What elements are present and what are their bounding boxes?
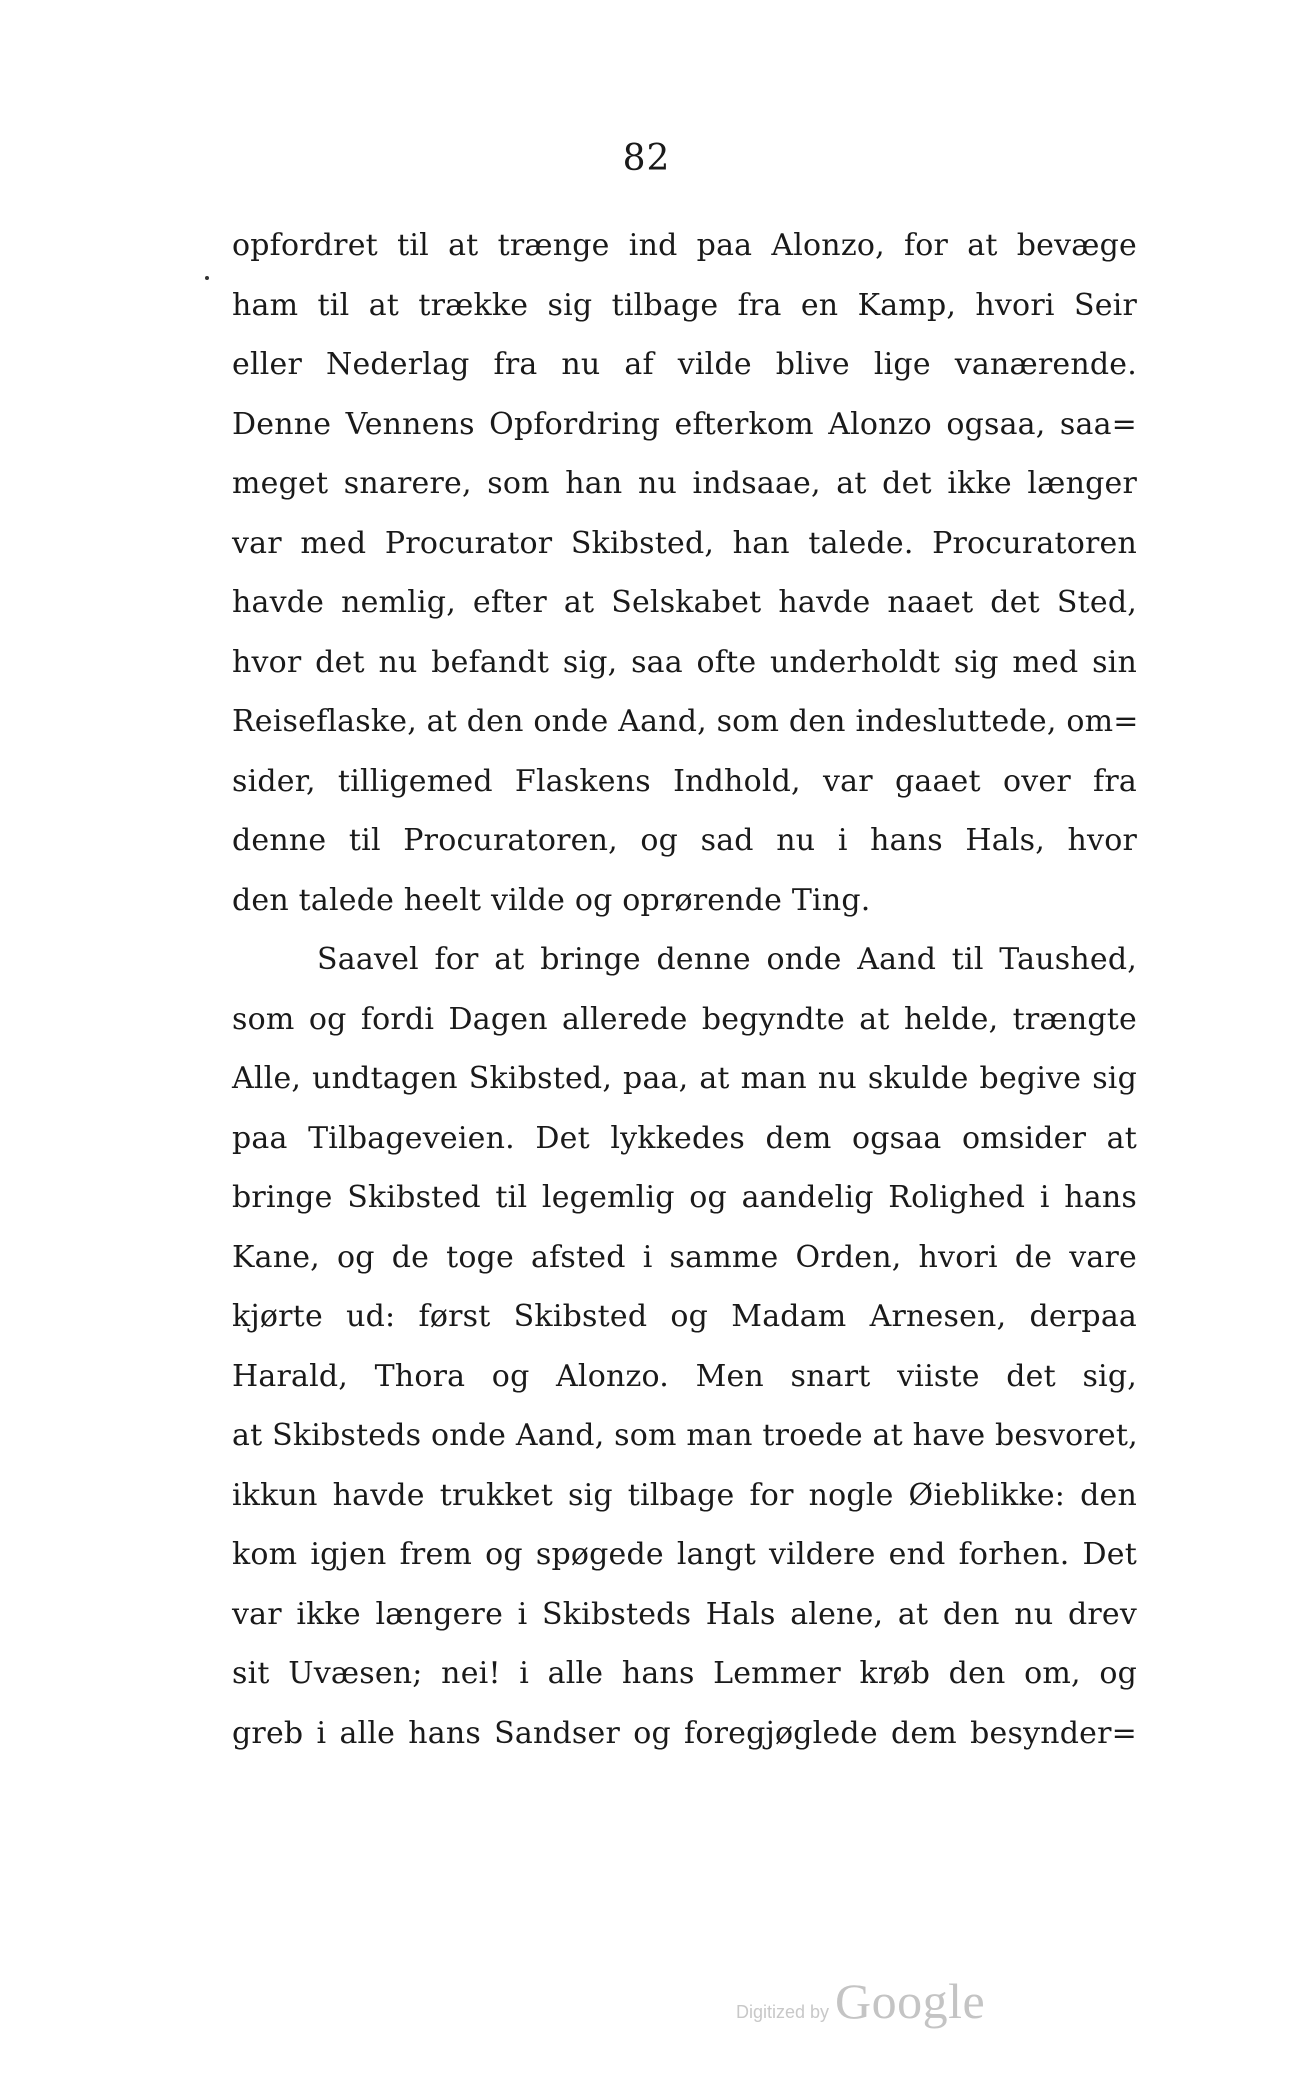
text-line: ikkun havde trukket sig tilbage for nogle Øieblikke: den xyxy=(232,1477,1137,1513)
text-line: Reiseflaske, at den onde Aand, som den indesluttede, om= xyxy=(232,704,1139,739)
text-line: havde nemlig, efter at Selskabet havde naaet det Sted, xyxy=(232,585,1137,620)
text-line: Alle, undtagen Skibsted, paa, at man nu skulde begive sig xyxy=(232,1061,1137,1096)
text-line: den talede heelt vilde og oprørende Ting. xyxy=(232,882,871,918)
text-line: var ikke længere i Skibsteds Hals alene, at den nu drev xyxy=(232,1596,1137,1632)
text-line: Denne Vennens Opfordring efterkom Alonzo ogsaa, saa= xyxy=(232,406,1137,442)
text-line: sit Uvæsen; nei! i alle hans Lemmer krøb den om, og xyxy=(232,1656,1137,1691)
text-line: bringe Skibsted til legemlig og aandelig Rolighed i hans xyxy=(232,1180,1137,1215)
google-logo: Google xyxy=(835,1973,986,2029)
text-line: paa Tilbageveien. Det lykkedes dem ogsaa omsider at xyxy=(232,1120,1137,1156)
text-line: ham til at trække sig tilbage fra en Kamp, hvori Seir xyxy=(232,287,1137,323)
text-line: var med Procurator Skibsted, han talede. Procuratoren xyxy=(232,525,1137,561)
text-line: kom igjen frem og spøgede langt vildere end forhen. Det xyxy=(232,1537,1137,1572)
page-number: 82 xyxy=(622,138,671,179)
text-line: kjørte ud: først Skibsted og Madam Arnesen, derpaa xyxy=(232,1299,1137,1334)
print-speck xyxy=(205,276,209,280)
text-line: Harald, Thora og Alonzo. Men snart viiste det sig, xyxy=(232,1358,1137,1394)
text-line: meget snarere, som han nu indsaae, at det ikke længer xyxy=(232,466,1137,501)
text-line: eller Nederlag fra nu af vilde blive lige vanærende. xyxy=(232,347,1137,382)
text-line: som og fordi Dagen allerede begyndte at helde, trængte xyxy=(232,1001,1137,1037)
text-line: Kane, og de toge afsted i samme Orden, hvori de vare xyxy=(232,1239,1137,1275)
digitization-watermark xyxy=(736,1972,985,2032)
text-line: greb i alle hans Sandser og foregjøglede dem besynder= xyxy=(232,1715,1137,1751)
text-line: denne til Procuratoren, og sad nu i hans Hals, hvor xyxy=(232,823,1137,858)
text-line: Saavel for at bringe denne onde Aand til Taushed, xyxy=(317,942,1137,977)
text-line: opfordret til at trænge ind paa Alonzo, for at bevæge xyxy=(232,228,1137,263)
text-line: hvor det nu befandt sig, saa ofte underholdt sig med sin xyxy=(232,644,1137,680)
text-line: sider, tilligemed Flaskens Indhold, var gaaet over fra xyxy=(232,763,1137,799)
text-line: at Skibsteds onde Aand, som man troede at have besvoret, xyxy=(232,1418,1138,1453)
body-text xyxy=(232,216,1137,1763)
digitized-by-label: Digitized by xyxy=(736,2002,830,2022)
